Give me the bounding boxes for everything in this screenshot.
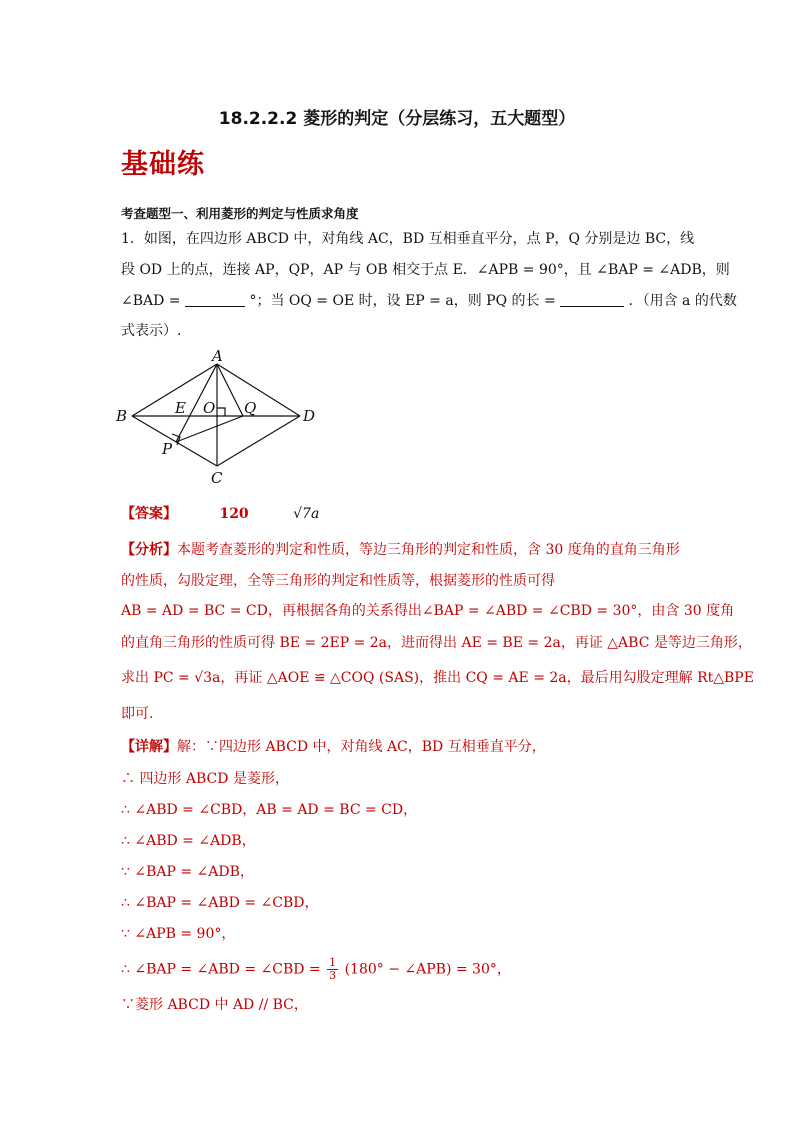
detail-line-5: ∵ ∠BAP = ∠ADB， (121, 864, 254, 880)
detail-line-7: ∵ ∠APB = 90°， (121, 926, 236, 942)
detail-line-2: ∴ 四边形 ABCD 是菱形， (121, 771, 289, 787)
edge-cd (217, 416, 300, 466)
answer-value-2: √7a (293, 506, 320, 522)
analysis-line-3: AB = AD = BC = CD，再根据各角的关系得出∠BAP = ∠ABD = ∠CBD = 30°，由含 30 度角 (121, 603, 735, 619)
label-d: D (303, 407, 316, 425)
detail-label: 【详解】 (121, 739, 177, 755)
label-e: E (175, 399, 186, 417)
question-line-3a: ∠BAD = (121, 293, 181, 309)
right-angle-o (217, 408, 225, 416)
detail-line-9: ∵菱形 ABCD 中 AD // BC， (121, 997, 308, 1013)
detail-line-4: ∴ ∠ABD = ∠ADB， (121, 833, 256, 849)
fraction-denominator: 3 (329, 969, 337, 982)
fraction-one-third (327, 957, 338, 982)
detail-text-8b: (180° − ∠APB) = 30°， (344, 961, 511, 978)
analysis-line-1 (121, 540, 680, 560)
label-a: A (212, 350, 223, 365)
label-p: P (162, 440, 173, 458)
question-line-4: 式表示）. (121, 323, 182, 339)
detail-line-8 (121, 957, 511, 982)
detail-text-8a: ∴ ∠BAP = ∠ABD = ∠CBD = (121, 961, 321, 978)
question-type-heading: 考查题型一、利用菱形的判定与性质求角度 (121, 206, 359, 221)
edge-bc (132, 416, 217, 466)
analysis-text-1: 本题考查菱形的判定和性质，等边三角形的判定和性质，含 30 度角的直角三角形 (177, 542, 680, 558)
fraction-numerator: 1 (329, 956, 337, 969)
label-c: C (211, 469, 223, 485)
answer-label: 【答案】 (121, 506, 177, 522)
detail-line-1 (121, 737, 546, 757)
answer-row (121, 504, 319, 524)
question-line-3b: °；当 OQ = OE 时，设 EP = a，则 PQ 的长 = (249, 293, 556, 309)
detail-text-1: 解：∵四边形 ABCD 中，对角线 AC，BD 互相垂直平分， (177, 739, 546, 755)
analysis-line-5: 求出 PC = √3a，再证 △AOE ≌ △COQ (SAS)，推出 CQ = AE = 2a，最后用勾股定理解 Rt△BPE (121, 670, 754, 686)
rhombus-figure (112, 350, 322, 485)
question-line-3c: ．（用含 a 的代数 (628, 293, 737, 309)
page-title: 18.2.2.2 菱形的判定（分层练习，五大题型） (218, 109, 576, 129)
question-line-3 (121, 291, 737, 311)
answer-value-1: 120 (219, 506, 249, 522)
label-b: B (116, 407, 128, 425)
label-q: Q (244, 399, 257, 417)
question-line-1: 1．如图，在四边形 ABCD 中，对角线 AC，BD 互相垂直平分，点 P，Q 分别是边 BC，线 (121, 231, 695, 247)
detail-line-3: ∴ ∠ABD = ∠CBD，AB = AD = BC = CD， (121, 802, 418, 818)
detail-line-6: ∴ ∠BAP = ∠ABD = ∠CBD， (121, 895, 319, 911)
analysis-line-2: 的性质，勾股定理，全等三角形的判定和性质等，根据菱形的性质可得 (121, 573, 555, 589)
answer-blank-1 (185, 292, 245, 307)
section-heading: 基础练 (121, 149, 205, 180)
analysis-line-4: 的直角三角形的性质可得 BE = 2EP = 2a，进而得出 AE = BE = 2a，再证 △ABC 是等边三角形， (121, 635, 752, 651)
answer-blank-2 (560, 292, 624, 307)
label-o: O (203, 399, 216, 417)
analysis-label: 【分析】 (121, 542, 177, 558)
question-line-2: 段 OD 上的点，连接 AP，QP，AP 与 OB 相交于点 E．∠APB = 90°，且 ∠BAP = ∠ADB，则 (121, 262, 730, 278)
analysis-line-6: 即可. (121, 706, 154, 722)
segment-pq (176, 416, 243, 442)
